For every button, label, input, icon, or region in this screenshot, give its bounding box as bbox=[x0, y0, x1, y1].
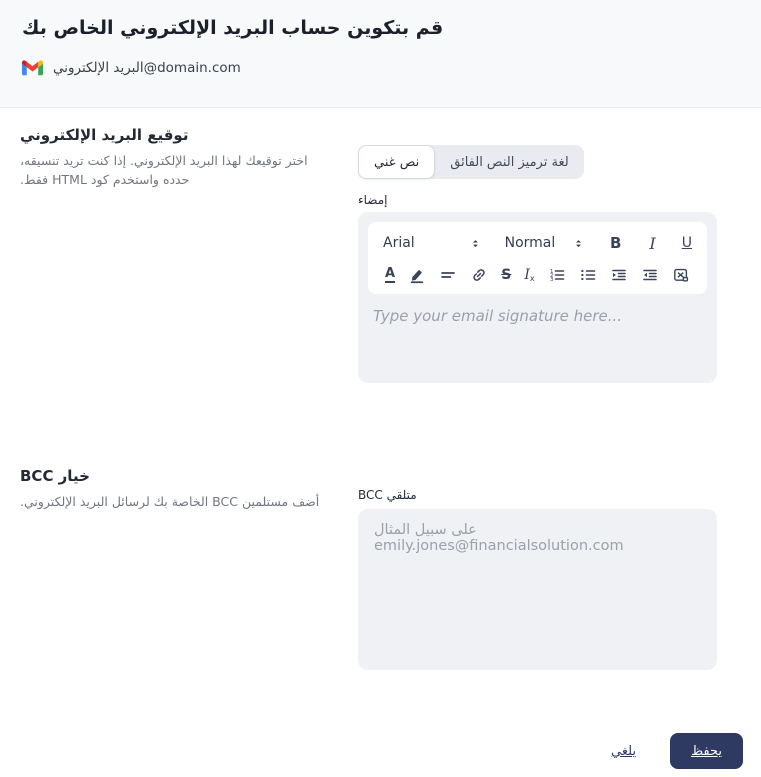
svg-text:2: 2 bbox=[549, 273, 554, 279]
bullet-list-button[interactable] bbox=[579, 266, 597, 284]
insert-image-icon bbox=[672, 266, 690, 284]
clear-format-icon: Ix bbox=[524, 267, 535, 283]
ordered-list-button[interactable] bbox=[548, 266, 566, 284]
signature-section bbox=[20, 126, 761, 383]
link-button[interactable] bbox=[470, 266, 488, 284]
indent-button[interactable] bbox=[610, 266, 628, 284]
font-color-icon: A bbox=[385, 267, 395, 284]
font-color-button[interactable] bbox=[385, 267, 395, 284]
cancel-button[interactable]: يلغي bbox=[611, 743, 637, 759]
highlight-button[interactable] bbox=[408, 266, 426, 284]
paragraph-style-select[interactable]: Normal bbox=[505, 235, 584, 251]
bold-button[interactable]: B bbox=[609, 234, 622, 252]
outdent-button[interactable] bbox=[641, 266, 659, 284]
page-header bbox=[0, 0, 761, 108]
signature-tabs bbox=[358, 145, 584, 179]
updown-arrows-icon bbox=[470, 237, 481, 250]
bcc-section-title: خيار BCC bbox=[20, 467, 90, 485]
align-button[interactable] bbox=[439, 266, 457, 284]
svg-text:1: 1 bbox=[549, 268, 554, 275]
signature-field-label: إمضاء bbox=[358, 193, 388, 207]
strikethrough-icon: S bbox=[501, 267, 512, 283]
italic-button[interactable]: I bbox=[649, 233, 656, 253]
signature-section-title: توقيع البريد الإلكتروني bbox=[20, 126, 189, 144]
svg-text:3: 3 bbox=[549, 277, 554, 284]
clear-format-button[interactable] bbox=[524, 267, 534, 283]
bullet-list-icon bbox=[579, 266, 597, 284]
tab-html[interactable]: لغة ترميز النص الفائق bbox=[450, 154, 569, 170]
page-title: قم بتكوين حساب البريد الإلكتروني الخاص بك bbox=[22, 17, 444, 39]
signature-editor[interactable] bbox=[358, 212, 717, 383]
signature-section-description: اختر توقيعك لهذا البريد الإلكتروني. إذا كنت تريد تنسيقه، حدده واستخدم كود HTML فقط. bbox=[20, 153, 308, 188]
bcc-section bbox=[20, 467, 761, 674]
signature-editor-placeholder: Type your email signature here... bbox=[373, 307, 623, 325]
ordered-list-icon bbox=[548, 266, 566, 284]
link-icon bbox=[470, 266, 488, 284]
save-button[interactable]: يحفظ bbox=[670, 733, 743, 769]
indent-icon bbox=[610, 266, 628, 284]
bcc-section-description: أضف مستلمين BCC الخاصة بك لرسائل البريد الإلكتروني. bbox=[20, 494, 320, 509]
font-family-select[interactable]: Arial bbox=[383, 235, 481, 251]
gmail-icon bbox=[22, 59, 43, 76]
insert-image-button[interactable] bbox=[672, 266, 690, 284]
strikethrough-button[interactable] bbox=[501, 267, 511, 283]
bcc-recipients-input[interactable] bbox=[358, 509, 717, 670]
updown-arrows-icon bbox=[573, 237, 584, 250]
footer-actions bbox=[20, 733, 761, 769]
align-icon bbox=[439, 266, 457, 284]
account-email: البريد الإلكتروني@domain.com bbox=[53, 59, 241, 76]
main-content bbox=[0, 108, 761, 769]
highlight-icon bbox=[408, 266, 426, 284]
bcc-field-label: متلقي BCC bbox=[358, 488, 417, 502]
underline-button[interactable]: U bbox=[681, 235, 692, 251]
account-row bbox=[22, 59, 737, 76]
editor-toolbar bbox=[368, 222, 707, 294]
outdent-icon bbox=[641, 266, 659, 284]
tab-rich-text[interactable]: نص غني bbox=[358, 145, 435, 179]
